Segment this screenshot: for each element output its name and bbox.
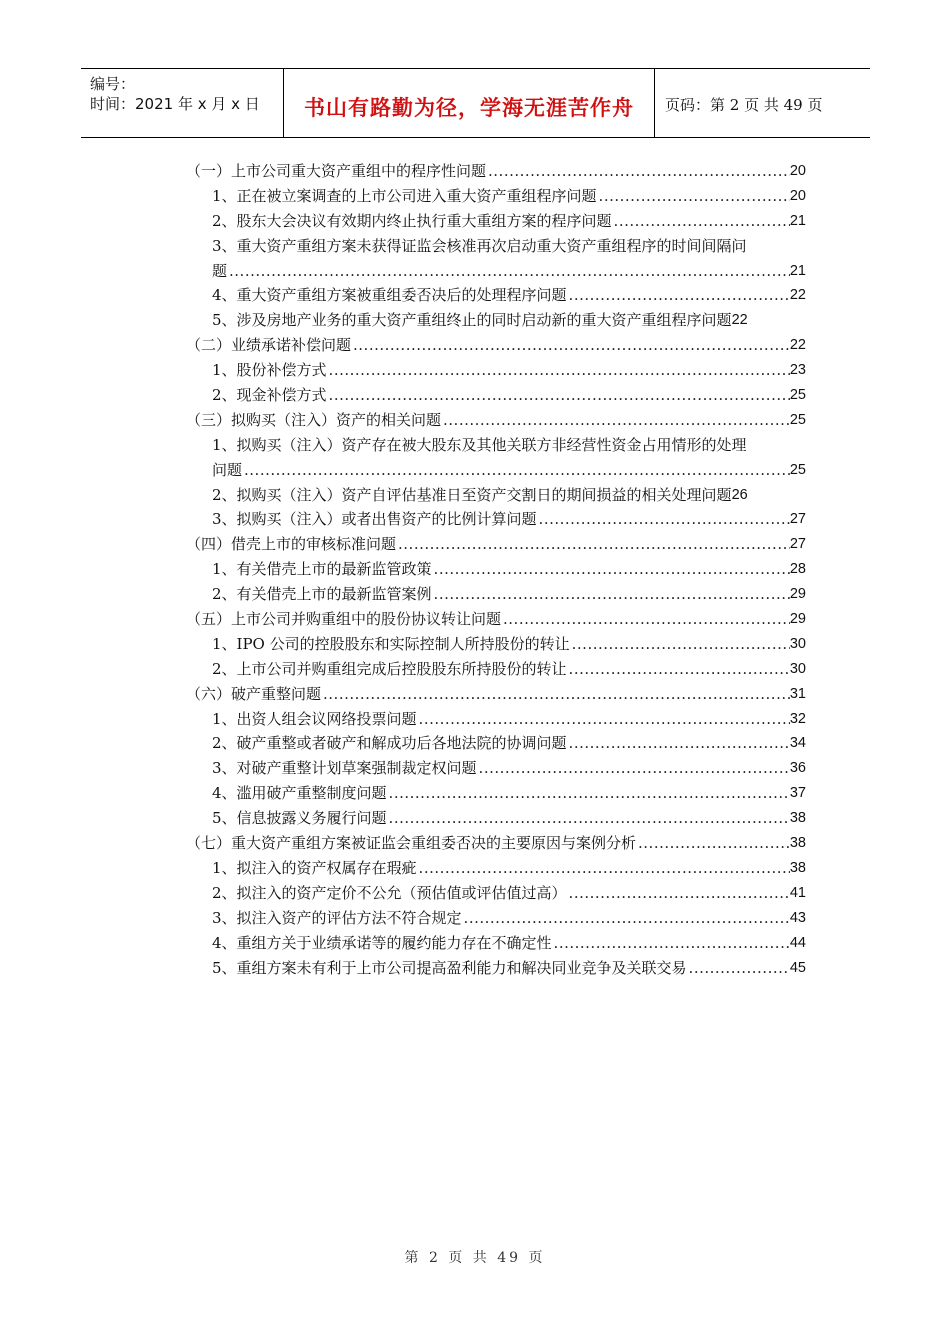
toc-entry[interactable]: [186, 806, 806, 831]
toc-entry-page: 38: [789, 835, 806, 852]
toc-entry-page: 23: [789, 362, 806, 379]
toc-entry-page: 25: [789, 387, 806, 404]
toc-entry[interactable]: [186, 707, 806, 732]
toc-leader-dots: [597, 184, 790, 209]
toc-leader-dots: [417, 707, 790, 732]
motto: 书山有路勤为径，学海无涯苦作舟: [304, 96, 634, 120]
toc-entry-title: 3、对破产重整计划草案强制裁定权问题: [212, 756, 477, 781]
toc-entry-page: 32: [789, 710, 806, 727]
toc-entry-title: 1、IPO 公司的控股股东和实际控制人所持股份的转让: [212, 632, 570, 657]
toc-entry-title: 题: [212, 259, 227, 284]
time-label: 时间：2021 年 x 月 x 日: [90, 95, 260, 113]
toc-entry-page: 37: [789, 785, 806, 802]
toc-leader-dots: [612, 209, 790, 234]
toc-leader-dots: [387, 806, 790, 831]
toc-leader-dots: [567, 657, 790, 682]
toc-entry-title: 2、拟购买（注入）资产自评估基准日至资产交割日的期间损益的相关处理问题: [212, 483, 732, 508]
page-header: [81, 68, 870, 138]
toc-leader-dots: [441, 408, 790, 433]
toc-leader-dots: [570, 632, 790, 657]
toc-entry-page: 22: [731, 312, 748, 329]
toc-entry[interactable]: [186, 582, 806, 607]
toc-entry-title: 1、正在被立案调查的上市公司进入重大资产重组程序问题: [212, 184, 597, 209]
toc-entry-page: 29: [789, 611, 806, 628]
toc-entry-page: 20: [789, 163, 806, 179]
toc-entry[interactable]: [186, 458, 806, 483]
toc-leader-dots: [321, 682, 790, 707]
toc-entry[interactable]: [186, 333, 806, 358]
toc-leader-dots: [567, 283, 790, 308]
toc-entry-page: 44: [789, 934, 806, 951]
table-of-contents: [186, 159, 806, 980]
toc-entry-title: 5、涉及房地产业务的重大资产重组终止的同时启动新的重大资产重组程序问题: [212, 308, 732, 333]
toc-entry[interactable]: [186, 906, 806, 931]
toc-entry-page: 21: [789, 212, 806, 229]
toc-entry-title: （一）上市公司重大资产重组中的程序性问题: [186, 159, 486, 184]
toc-entry-title: 3、拟购买（注入）或者出售资产的比例计算问题: [212, 507, 537, 532]
header-motto-cell: [284, 69, 655, 137]
toc-entry-page: 31: [789, 685, 806, 702]
toc-leader-dots: [351, 333, 790, 358]
toc-entry[interactable]: [186, 781, 806, 806]
toc-entry-title: 5、重组方案未有利于上市公司提高盈利能力和解决同业竞争及关联交易: [212, 956, 687, 981]
toc-entry-page: 29: [789, 586, 806, 603]
toc-entry-page: 45: [789, 959, 806, 976]
toc-entry-page: 27: [789, 511, 806, 528]
toc-entry-title: 4、重组方关于业绩承诺等的履约能力存在不确定性: [212, 931, 552, 956]
toc-leader-dots: [687, 956, 790, 981]
toc-entry-title: （三）拟购买（注入）资产的相关问题: [186, 408, 441, 433]
toc-entry-page: 21: [789, 262, 806, 279]
toc-entry-title: 1、拟注入的资产权属存在瑕疵: [212, 856, 417, 881]
toc-entry-page: 43: [789, 909, 806, 926]
toc-entry[interactable]: [186, 259, 806, 284]
toc-entry-title: （四）借壳上市的审核标准问题: [186, 532, 396, 557]
toc-leader-dots: [636, 831, 790, 856]
toc-leader-dots: [327, 383, 790, 408]
toc-entry-page: 26: [731, 486, 748, 503]
toc-leader-dots: [387, 781, 790, 806]
toc-entry-title: 3、重大资产重组方案未获得证监会核准再次启动重大资产重组程序的时间间隔问: [212, 234, 747, 259]
toc-entry-page: 25: [789, 461, 806, 478]
toc-entry[interactable]: [186, 657, 806, 682]
toc-entry-page: 38: [789, 810, 806, 827]
number-label: 编号：: [90, 75, 136, 93]
toc-entry-page: 27: [789, 536, 806, 553]
toc-entry[interactable]: [186, 234, 806, 259]
toc-entry-title: 3、拟注入资产的评估方法不符合规定: [212, 906, 462, 931]
toc-entry[interactable]: [186, 731, 806, 756]
toc-entry-title: 2、现金补偿方式: [212, 383, 327, 408]
toc-leader-dots: [432, 557, 790, 582]
toc-entry-title: 5、信息披露义务履行问题: [212, 806, 387, 831]
toc-leader-dots: [477, 756, 790, 781]
toc-entry[interactable]: [186, 184, 806, 209]
toc-entry-title: 2、有关借壳上市的最新监管案例: [212, 582, 432, 607]
toc-entry[interactable]: [186, 507, 806, 532]
toc-leader-dots: [552, 931, 790, 956]
toc-entry-page: 22: [789, 337, 806, 354]
toc-entry[interactable]: [186, 383, 806, 408]
toc-entry[interactable]: [186, 159, 806, 184]
toc-entry-title: 2、拟注入的资产定价不公允（预估值或评估值过高）: [212, 881, 567, 906]
toc-entry-title: 2、股东大会决议有效期内终止执行重大重组方案的程序问题: [212, 209, 612, 234]
toc-leader-dots: [432, 582, 790, 607]
toc-entry-title: 4、滥用破产重整制度问题: [212, 781, 387, 806]
toc-leader-dots: [227, 259, 790, 284]
toc-entry-title: 2、上市公司并购重组完成后控股股东所持股份的转让: [212, 657, 567, 682]
toc-leader-dots: [396, 532, 790, 557]
toc-leader-dots: [567, 731, 790, 756]
toc-leader-dots: [486, 159, 790, 184]
header-page-info: 页码：第 2 页 共 49 页: [665, 96, 823, 114]
toc-leader-dots: [417, 856, 790, 881]
toc-entry-title: （七）重大资产重组方案被证监会重组委否决的主要原因与案例分析: [186, 831, 636, 856]
toc-entry-title: （六）破产重整问题: [186, 682, 321, 707]
toc-entry[interactable]: [186, 209, 806, 234]
header-meta-cell: [81, 69, 284, 137]
toc-entry-page: 28: [789, 561, 806, 578]
toc-entry-title: （五）上市公司并购重组中的股份协议转让问题: [186, 607, 501, 632]
toc-leader-dots: [242, 458, 790, 483]
toc-entry-page: 30: [789, 635, 806, 652]
toc-entry[interactable]: [186, 433, 806, 458]
header-page-cell: [655, 69, 870, 137]
toc-entry-title: 1、有关借壳上市的最新监管政策: [212, 557, 432, 582]
toc-entry-title: 1、股份补偿方式: [212, 358, 327, 383]
toc-entry[interactable]: [186, 956, 806, 981]
toc-leader-dots: [327, 358, 790, 383]
toc-entry-page: 34: [789, 735, 806, 752]
toc-leader-dots: [501, 607, 790, 632]
toc-entry[interactable]: [186, 532, 806, 557]
toc-entry[interactable]: [186, 483, 806, 508]
toc-leader-dots: [537, 507, 790, 532]
toc-entry-title: 4、重大资产重组方案被重组委否决后的处理程序问题: [212, 283, 567, 308]
toc-entry-page: 25: [789, 411, 806, 428]
toc-entry[interactable]: [186, 881, 806, 906]
toc-entry[interactable]: [186, 607, 806, 632]
page-footer: 第 2 页 共 49 页: [404, 1250, 546, 1266]
toc-entry[interactable]: [186, 358, 806, 383]
toc-entry-page: 30: [789, 660, 806, 677]
toc-entry-page: 22: [789, 287, 806, 304]
toc-entry[interactable]: [186, 682, 806, 707]
toc-entry-page: 41: [789, 884, 806, 901]
toc-entry-title: 问题: [212, 458, 242, 483]
toc-entry[interactable]: [186, 831, 806, 856]
toc-leader-dots: [462, 906, 790, 931]
toc-entry-page: 36: [789, 760, 806, 777]
toc-entry[interactable]: [186, 756, 806, 781]
toc-entry[interactable]: [186, 408, 806, 433]
toc-leader-dots: [567, 881, 790, 906]
toc-entry[interactable]: [186, 856, 806, 881]
toc-entry-title: 1、出资人组会议网络投票问题: [212, 707, 417, 732]
toc-entry[interactable]: [186, 632, 806, 657]
toc-entry[interactable]: [186, 308, 806, 333]
toc-entry[interactable]: [186, 283, 806, 308]
toc-entry-title: （二）业绩承诺补偿问题: [186, 333, 351, 358]
toc-entry-page: 38: [789, 859, 806, 876]
toc-entry-title: 2、破产重整或者破产和解成功后各地法院的协调问题: [212, 731, 567, 756]
toc-entry-page: 20: [789, 187, 806, 204]
toc-entry[interactable]: [186, 931, 806, 956]
toc-entry[interactable]: [186, 557, 806, 582]
toc-entry-title: 1、拟购买（注入）资产存在被大股东及其他关联方非经营性资金占用情形的处理: [212, 433, 747, 458]
